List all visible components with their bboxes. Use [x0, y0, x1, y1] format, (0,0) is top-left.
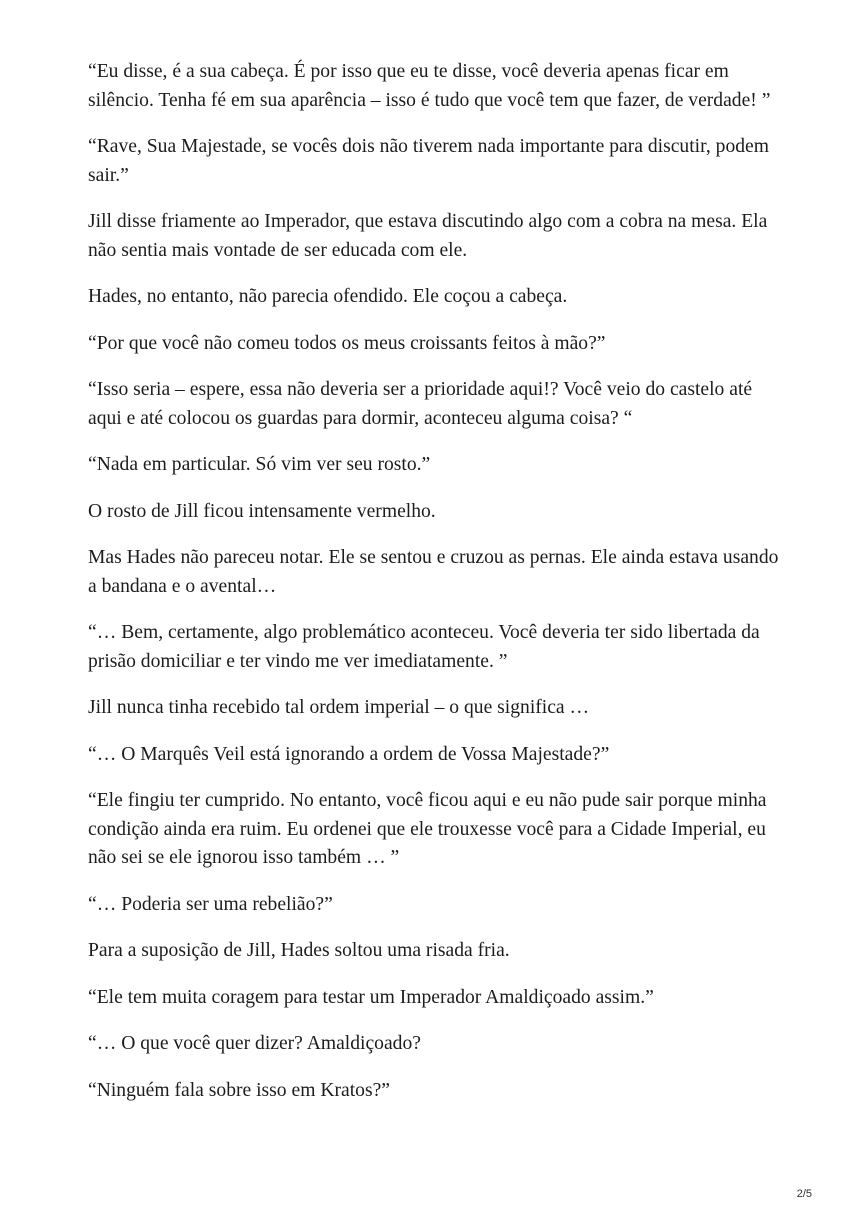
- paragraph: “Isso seria – espere, essa não deveria ser a prioridade aqui!? Você veio do castelo até aqui e até colocou os guardas para dormir, aconteceu alguma coisa? “: [88, 379, 753, 429]
- paragraph: “… Poderia ser uma rebelião?”: [88, 893, 333, 915]
- paragraph: Para a suposição de Jill, Hades soltou uma risada fria.: [88, 940, 510, 961]
- paragraph: “Ele fingiu ter cumprido. No entanto, você ficou aqui e eu não pude sair porque minha condição ainda era ruim. Eu ordenei que ele trouxesse você para a Cidade Imperial, eu não sei se ele ignorou isso também … ”: [88, 790, 767, 868]
- paragraph: Hades, no entanto, não parecia ofendido. Ele coçou a cabeça.: [88, 286, 568, 307]
- paragraph: Jill disse friamente ao Imperador, que estava discutindo algo com a cobra na mesa. Ela não sentia mais vontade de ser educada com ele.: [88, 211, 768, 261]
- paragraph: “Nada em particular. Só vim ver seu rosto.”: [88, 454, 431, 475]
- paragraph: “Ninguém fala sobre isso em Kratos?”: [88, 1079, 390, 1101]
- paragraph: “Ele tem muita coragem para testar um Imperador Amaldiçoado assim.”: [88, 986, 654, 1008]
- paragraph: Mas Hades não pareceu notar. Ele se sentou e cruzou as pernas. Ele ainda estava usando a bandana e o avental…: [88, 547, 779, 597]
- paragraph: “… Bem, certamente, algo problemático aconteceu. Você deveria ter sido libertada da prisão domiciliar e ter vindo me ver imediatamente. ”: [88, 622, 760, 672]
- paragraph: “… O Marquês Veil está ignorando a ordem de Vossa Majestade?”: [88, 743, 610, 765]
- document-body: [88, 58, 788, 1123]
- paragraph: “Eu disse, é a sua cabeça. É por isso que eu te disse, você deveria apenas ficar em silêncio. Tenha fé em sua aparência – isso é tudo que você tem que fazer, de verdade! ”: [88, 61, 771, 111]
- paragraph: “… O que você quer dizer? Amaldiçoado?: [88, 1033, 421, 1054]
- paragraph: O rosto de Jill ficou intensamente vermelho.: [88, 500, 436, 522]
- page-number: 2/5: [796, 1188, 812, 1200]
- paragraph: Jill nunca tinha recebido tal ordem imperial – o que significa …: [88, 697, 590, 718]
- paragraph: “Por que você não comeu todos os meus croissants feitos à mão?”: [88, 332, 606, 354]
- paragraph: “Rave, Sua Majestade, se vocês dois não tiverem nada importante para discutir, podem sair.”: [88, 136, 769, 186]
